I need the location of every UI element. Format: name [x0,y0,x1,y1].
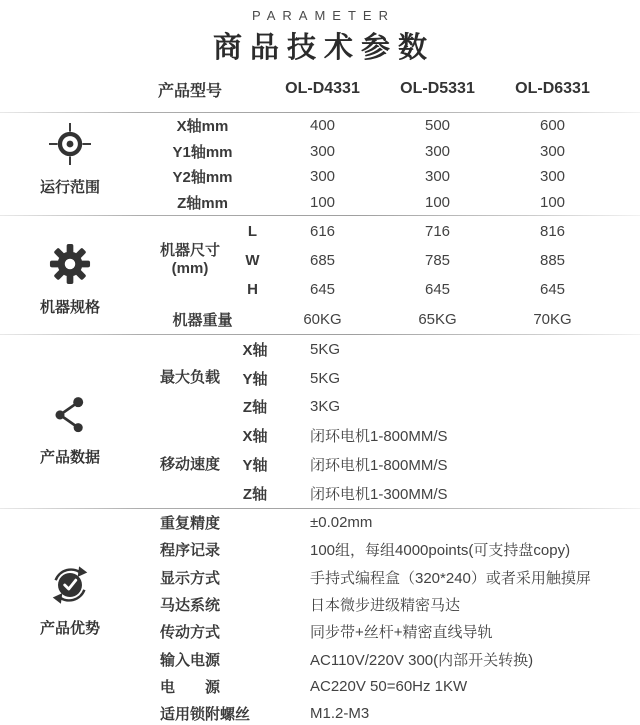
row-label: 适用锁附螺丝 [160,706,251,724]
cell-value: 300 [309,142,336,160]
model-header-row [0,66,640,112]
sub-label: Z轴 [242,485,268,503]
section-name: 运行范围 [39,179,100,197]
table-row [140,509,640,536]
cell-value: 100 [424,194,451,212]
cell-value: 70KG [533,310,572,328]
cell-value: 闭环电机1-800MM/S [310,457,448,475]
cell-value: 300 [424,142,451,160]
cell-value: 400 [309,117,336,135]
row-label: 显示方式 [160,569,221,587]
model-name: OL-D5331 [400,80,475,97]
sync-check-icon [47,562,93,608]
row-label: Z轴mm [177,195,228,213]
cell-value: 同步带+丝杆+精密直线导轨 [310,624,493,642]
sub-label: X轴 [242,428,268,446]
header [0,0,640,66]
row-label: 马达系统 [160,596,221,614]
cell-value: M1.2-M3 [310,705,370,723]
cell-value: 3KG [310,398,341,416]
group-label-text: 移动速度 [159,455,220,473]
sub-label: X轴 [242,341,268,359]
cell-value: 5KG [310,340,341,358]
cell-value: 645 [309,281,336,299]
row-label: Y1轴mm [172,143,233,161]
group-label-move-speed [140,421,240,507]
section-name: 机器规格 [39,299,100,317]
row-label: 输入电源 [160,651,221,669]
cell-value: 300 [539,142,566,160]
cell-value: 日本微步进级精密马达 [310,596,461,614]
group-label-unit: (mm) [171,260,209,278]
cell-value: 闭环电机1-300MM/S [310,485,448,503]
cell-value: 645 [539,281,566,299]
crosshair-icon [47,121,93,167]
section-rows [140,335,640,508]
section-product-data [0,335,640,508]
section-rows [140,113,640,215]
sub-label: Y轴 [242,370,268,388]
cell-value: 685 [309,251,336,269]
row-label: 传动方式 [160,624,221,642]
section-name: 产品优势 [39,620,100,638]
cell-value: AC110V/220V 300(内部开关转换) [310,651,534,669]
model-label: 产品型号 [158,82,223,100]
sub-label: H [247,281,258,299]
table-row [140,113,640,139]
table-row [140,305,640,334]
cell-value: 885 [539,251,566,269]
table-row [140,673,640,700]
row-label: 重复精度 [160,514,221,532]
cell-value: 手持式编程盒（320*240）或者采用触摸屏 [310,569,591,587]
cell-value: 100 [309,194,336,212]
sub-label: L [247,222,258,240]
section-icon-block [0,220,140,338]
page-title: 商品技术参数 [212,32,435,64]
row-label: 电 源 [160,678,221,696]
group-label-text: 机器尺寸 [159,242,220,260]
table-row [140,563,640,590]
sub-label: Z轴 [242,399,268,417]
cell-value: ±0.02mm [310,513,373,531]
sub-label: Y轴 [242,457,268,475]
cell-value: 500 [424,117,451,135]
cell-value: 816 [539,222,566,240]
row-label: 程序记录 [160,542,221,560]
cell-value: 300 [424,168,451,186]
section-rows [140,216,640,334]
section-product-advantages [0,509,640,725]
row-label: X轴mm [176,118,229,136]
cell-value: 645 [424,281,451,299]
row-label: 机器重量 [172,311,233,329]
cell-value: 65KG [418,310,457,328]
cell-value: AC220V 50=60Hz 1KW [310,677,468,695]
table-row [140,645,640,672]
share-icon [47,391,93,437]
table-row [140,700,640,725]
cell-value: 300 [539,168,566,186]
sub-label: W [245,251,260,269]
section-icon-block [0,108,140,210]
cell-value: 300 [309,168,336,186]
eyebrow-text: PARAMETER [252,8,395,23]
table-row [140,164,640,190]
cell-value: 785 [424,251,451,269]
model-name: OL-D6331 [515,80,590,97]
cell-value: 616 [309,222,336,240]
cell-value: 闭环电机1-800MM/S [310,428,448,446]
group-label-machine-size [140,216,240,304]
section-name: 产品数据 [39,449,100,467]
cell-value: 100组，每组4000points(可支持盘copy) [310,542,571,560]
group-label-max-load [140,335,240,421]
table-row [140,536,640,563]
cell-value: 5KG [310,369,341,387]
row-label: Y2轴mm [172,169,233,187]
table-row [140,618,640,645]
gear-icon [47,241,93,287]
section-operating-range [0,113,640,215]
table-row [140,139,640,165]
cell-value: 60KG [303,310,342,328]
model-name: OL-D4331 [285,80,360,97]
section-icon-block [0,491,140,710]
group-label-text: 最大负载 [159,369,220,387]
section-machine-spec [0,216,640,334]
section-rows [140,509,640,725]
cell-value: 600 [539,117,566,135]
table-row [140,591,640,618]
cell-value: 716 [424,222,451,240]
table-row [140,190,640,216]
cell-value: 100 [539,194,566,212]
